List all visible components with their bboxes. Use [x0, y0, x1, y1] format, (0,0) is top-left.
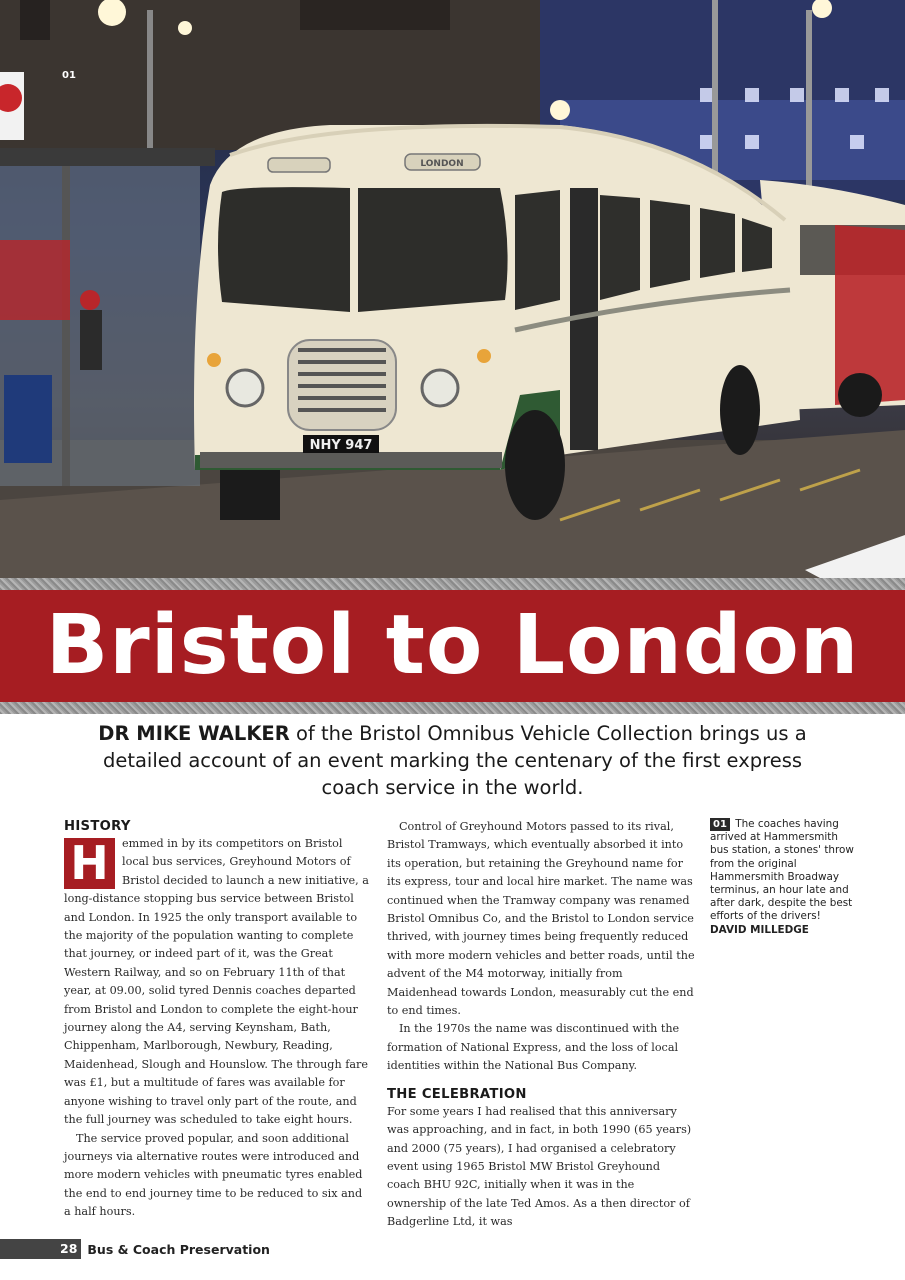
magazine-name: Bus & Coach Preservation: [87, 1241, 270, 1257]
title-band-texture-top: [0, 578, 905, 590]
paragraph-text: emmed in by its competitors on Bristol local bus services, Greyhound Motors of Bristol decided to launch a new initiative, a long-distance stopping bus service between Bristol and London. In 1925 the only transport available to the majority of the population wanting to complete that journey, or indeed part of it, was the Great Western Railway, and so on February 11th of that year, at 09.00, solid tyred Dennis coaches departed from Bristol and London to complete the eight-hour journey along the A4, serving Keynsham, Bath, Chippenham, Marlborough, Newbury, Reading, Maidenhead, Slough and Hounslow. The through fare was £1, but a multitude of fares was available for anyone wishing to travel only part of the route, and the full journey was scheduled to take eight hours.: [64, 837, 369, 1127]
coach-illustration: [0, 0, 905, 578]
title-band-texture-bottom: [0, 702, 905, 714]
caption-text: The coaches having arrived at Hammersmith bus station, a stones' throw from the original Hammersmith Broadway terminus, an hour late and after dark, despite the best efforts of the drivers!: [710, 818, 854, 923]
paragraph: [64, 835, 372, 1130]
title-band: [0, 590, 905, 702]
paragraph: In the 1970s the name was discontinued with the formation of National Express, and the loss of local identities within the National Bus Company.: [387, 1022, 680, 1073]
paragraph: The service proved popular, and soon additional journeys via alternative routes were introduced and more modern vehicles with pneumatic tyres enabled the end to end journey time to be reduced to six and a half hours.: [64, 1131, 363, 1219]
paragraph: Control of Greyhound Motors passed to its rival, Bristol Tramways, which eventually absorbed it into its operation, but retaining the Greyhound name for its express, tour and local hire market. The name was continued when the Tramway company was renamed Bristol Omnibus Co, and the Bristol to London service thrived, with journey times being frequently reduced with more modern vehicles and better roads, until the advent of the M4 motorway, initially from Maidenhead towards London, measurably cut the end to end times.: [387, 820, 695, 1018]
hero-photo: [0, 0, 905, 578]
number-plate: NHY 947: [309, 438, 373, 453]
footer-bar: [0, 1239, 60, 1259]
caption-credit: DAVID MILLEDGE: [710, 923, 809, 936]
caption-number: 01: [710, 818, 730, 831]
photo-caption: [710, 818, 856, 937]
standfirst-author: DR MIKE WALKER: [98, 722, 290, 745]
page-number: 28: [60, 1239, 81, 1259]
column-1: [64, 818, 372, 1222]
destination-text: LONDON: [420, 159, 464, 169]
figure-label: 01: [62, 70, 76, 81]
paragraph: For some years I had realised that this anniversary was approaching, and in fact, in both 1990 (65 years) and 2000 (75 years), I had organised a celebratory event using 1965 Bristol MW Bristol Greyhound coach BHU 92C, initially when it was in the ownership of the late Ted Amos. As a then director of Badgerline Ltd, it was: [387, 1104, 692, 1229]
article-title: Bristol to London: [45, 598, 860, 693]
section-heading-history: HISTORY: [64, 819, 131, 834]
standfirst: [90, 720, 815, 801]
page-footer: [0, 1239, 270, 1259]
section-heading-celebration: THE CELEBRATION: [387, 1086, 527, 1102]
drop-cap: H: [64, 838, 115, 889]
standfirst-text: of the Bristol Omnibus Vehicle Collection brings us a detailed account of an event marking the centenary of the first express coach service in the world.: [102, 722, 807, 799]
column-2: [387, 818, 695, 1232]
